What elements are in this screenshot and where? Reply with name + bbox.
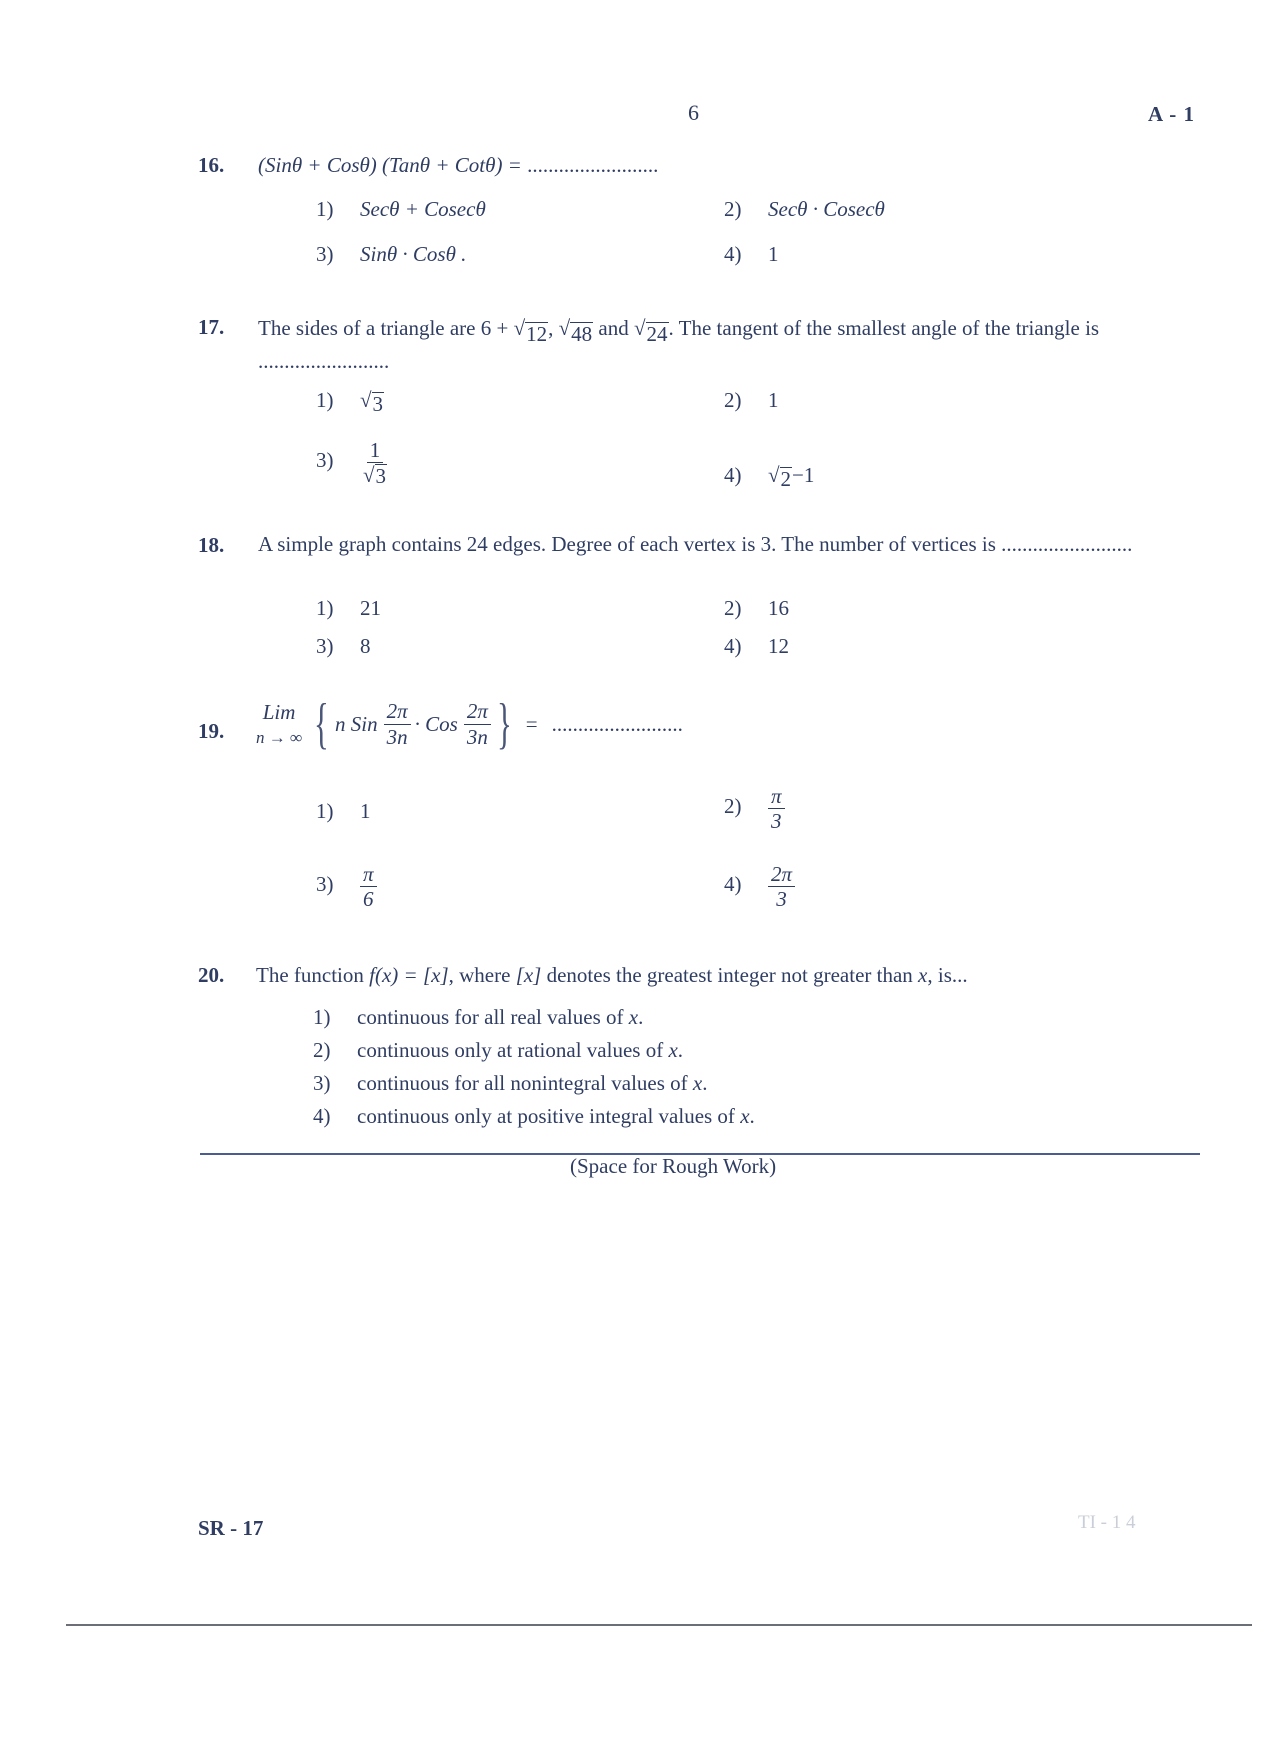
option-4[interactable]: 4) 12 xyxy=(724,634,789,658)
paper-code: A - 1 xyxy=(1148,102,1195,126)
question-19 xyxy=(198,693,1198,936)
option-3[interactable]: 3) $\frac{\pi}{6}$ xyxy=(316,862,377,911)
option-1[interactable]: 1) √ 3 xyxy=(316,388,384,416)
option-2[interactable]: 2) continuous only at rational values of x. xyxy=(313,1038,684,1062)
option-1[interactable]: 1) continuous for all real values of x. xyxy=(313,1005,644,1029)
option-1[interactable]: 1) 21 xyxy=(316,596,381,620)
option-1[interactable]: 1) Secθ + Cosecθ xyxy=(316,197,486,221)
option-3[interactable]: 3) Sinθ · Cosθ . xyxy=(316,242,467,266)
question-number: 18. xyxy=(198,533,225,557)
footer-series-code: SR - 17 xyxy=(198,1516,264,1540)
question-17 xyxy=(198,312,1198,512)
question-18 xyxy=(198,530,1198,660)
question-stem: The function f(x) = [x], where [x] denotes the greatest integer not greater than x, is... xyxy=(256,963,968,987)
option-2[interactable]: 2) 1 xyxy=(724,388,779,412)
option-2[interactable]: 2) $\frac{\pi}{3}$ xyxy=(724,784,785,833)
page-bottom-edge xyxy=(66,1624,1252,1626)
option-4[interactable]: 4) √ 2 −1 xyxy=(724,463,815,491)
question-16 xyxy=(198,150,1198,270)
page-number: 6 xyxy=(688,100,699,125)
option-2[interactable]: 2) Secθ · Cosecθ xyxy=(724,197,885,221)
option-3[interactable]: 3) continuous for all nonintegral values of x. xyxy=(313,1071,708,1095)
question-number: 19. xyxy=(198,719,225,743)
question-stem: Lim n → ∞ { n Sin $\frac{2\pi}{3n}$ · Cos $\frac{2\pi}{3n}$ } = ......................... xyxy=(256,693,683,755)
question-stem: The sides of a triangle are 6 + √ 12 , √ 48 and √ 24 . The tangent of the smallest angle of the triangle is ......................... xyxy=(258,316,1100,373)
option-3[interactable]: 3) 8 xyxy=(316,634,371,658)
question-number: 20. xyxy=(198,963,225,987)
question-stem: (Sinθ + Cosθ) (Tanθ + Cotθ) = ......................... xyxy=(258,153,659,177)
rough-work-label: (Space for Rough Work) xyxy=(570,1154,777,1178)
question-20 xyxy=(198,960,1208,1140)
footer-faint-code: TI - 1 4 xyxy=(1078,1512,1136,1533)
question-stem: A simple graph contains 24 edges. Degree of each vertex is 3. The number of vertices is ......................... xyxy=(258,532,1133,556)
option-3[interactable]: 3) 1 √ 3 xyxy=(316,438,387,489)
option-4[interactable]: 4) $\frac{2\pi}{3}$ xyxy=(724,862,795,911)
option-4[interactable]: 4) continuous only at positive integral values of x. xyxy=(313,1104,755,1128)
option-4[interactable]: 4) 1 xyxy=(724,242,779,266)
question-number: 16. xyxy=(198,153,225,177)
question-number: 17. xyxy=(198,315,225,339)
option-1[interactable]: 1) 1 xyxy=(316,799,371,823)
option-2[interactable]: 2) 16 xyxy=(724,596,789,620)
